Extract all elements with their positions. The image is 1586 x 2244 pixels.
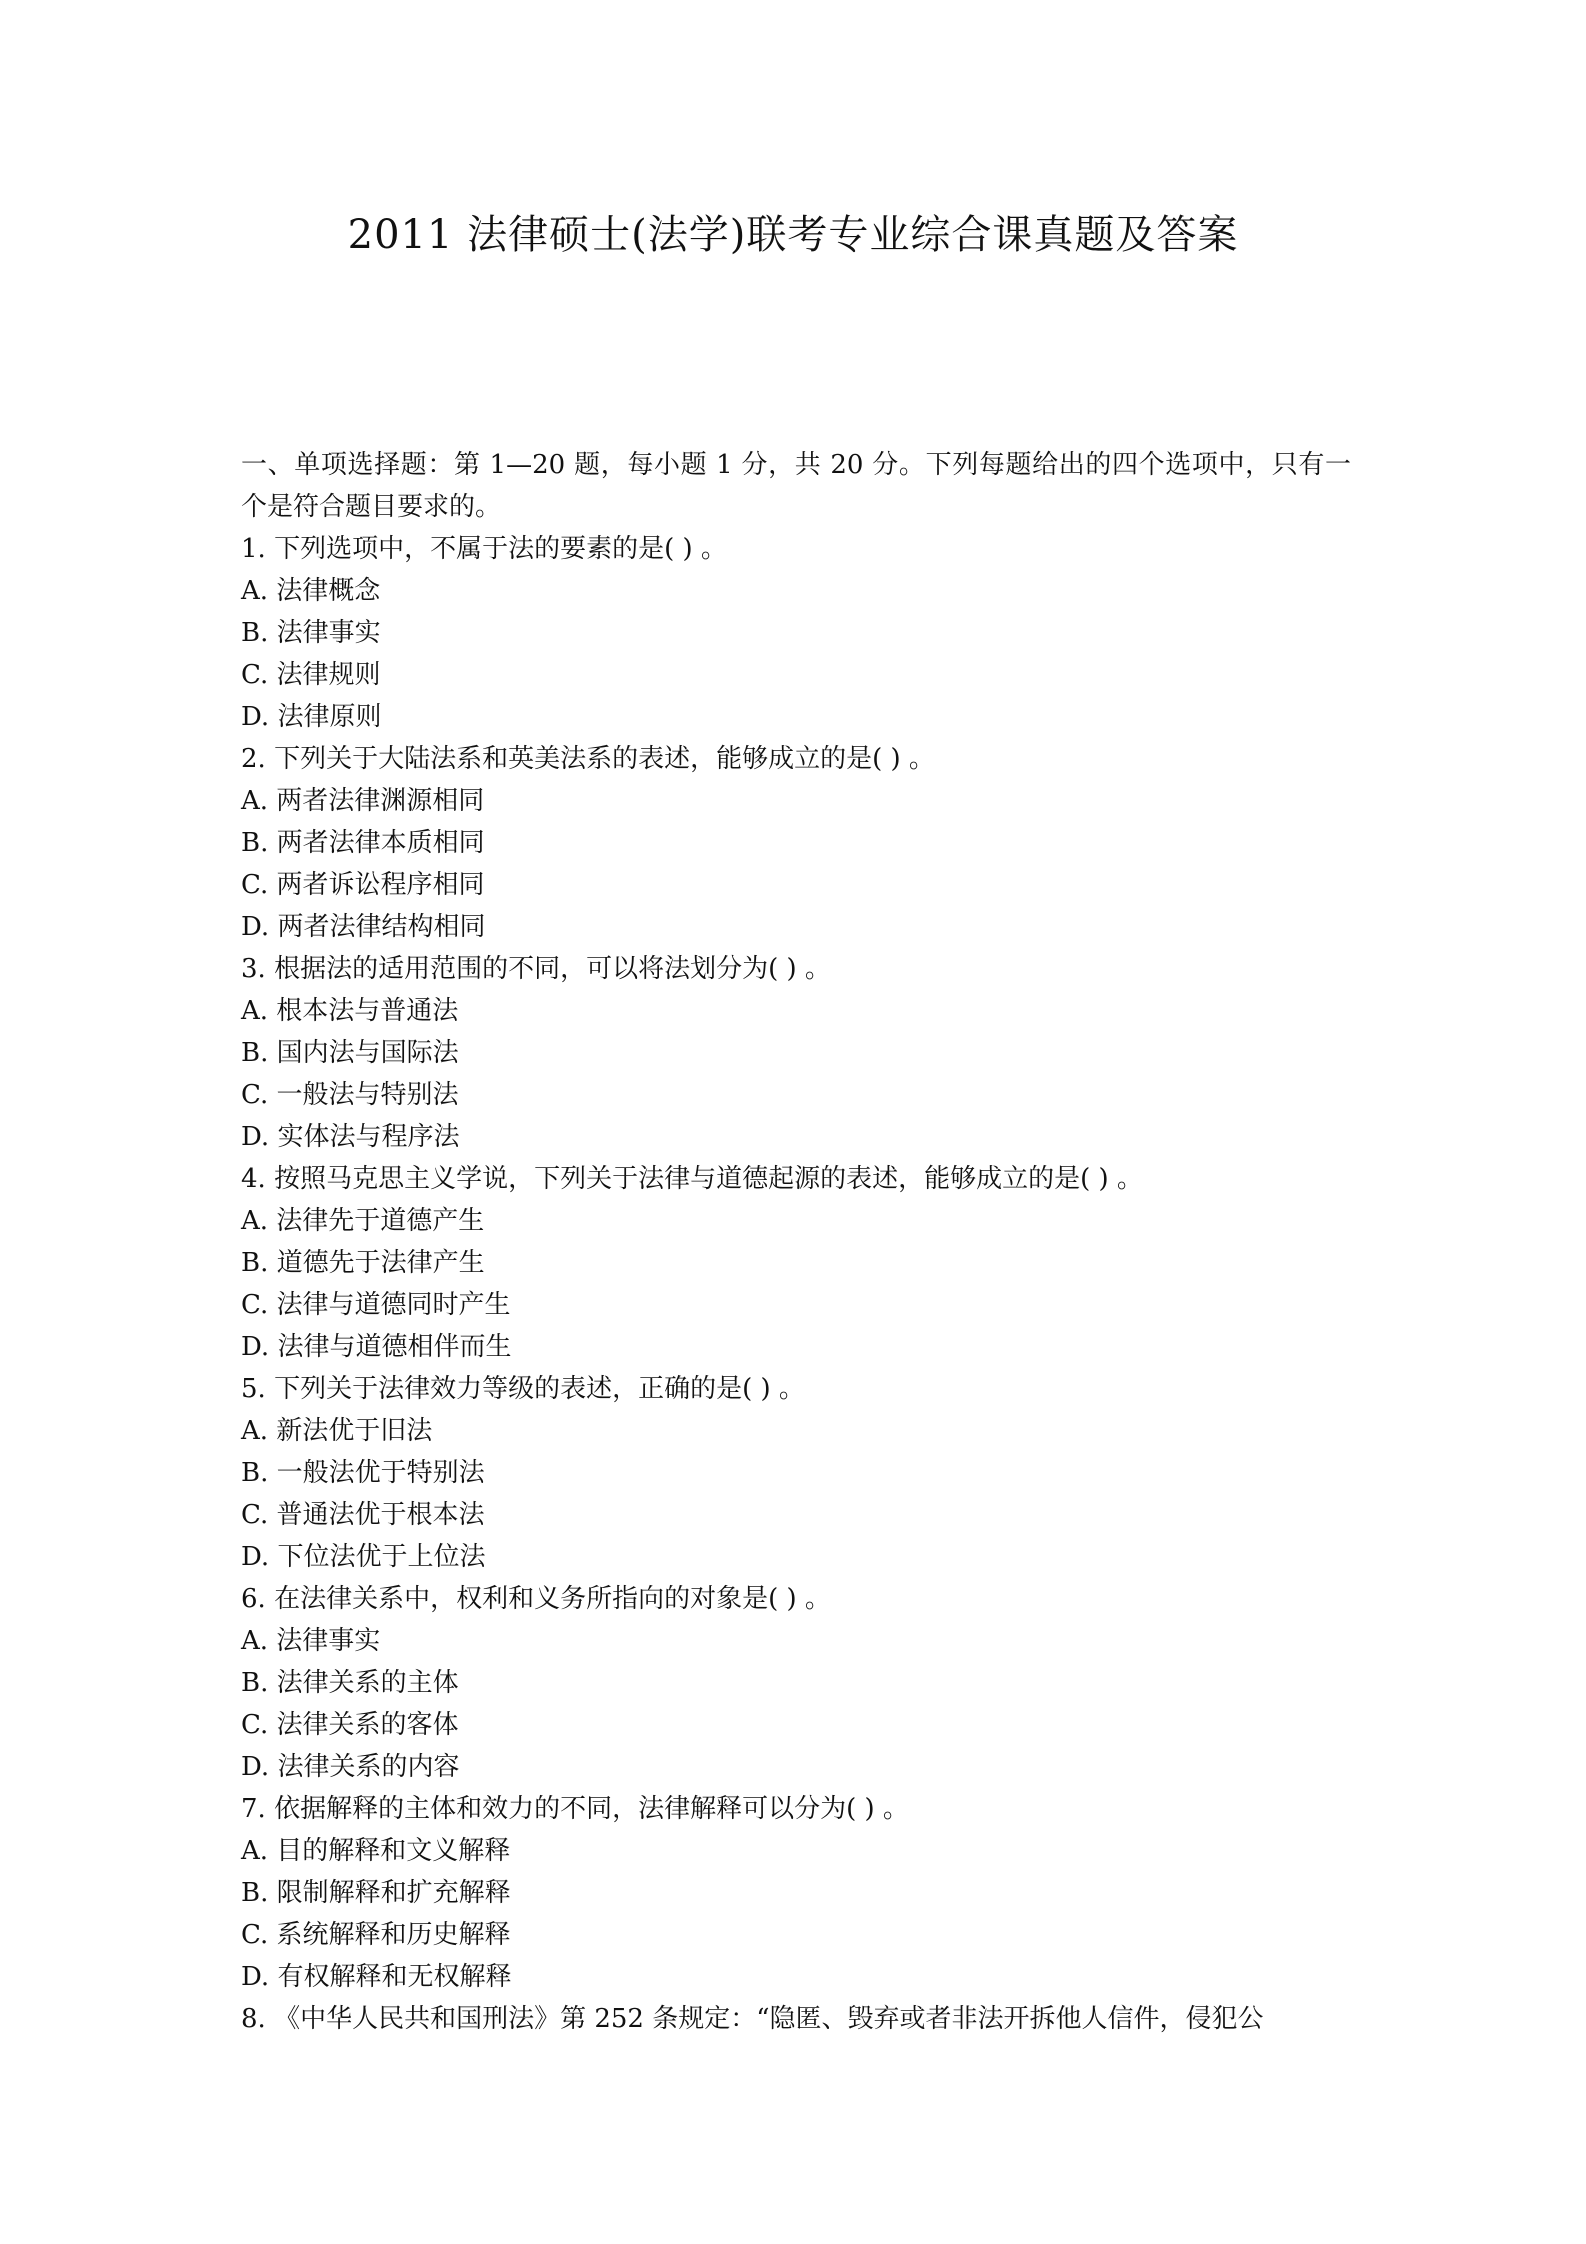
text-line: D. 有权解释和无权解释 — [241, 1962, 512, 1992]
text-line: B. 法律事实 — [241, 618, 381, 648]
text-line: B. 国内法与国际法 — [241, 1038, 459, 1068]
text-line: B. 道德先于法律产生 — [241, 1248, 485, 1278]
text-line: 4. 按照马克思主义学说，下列关于法律与道德起源的表述，能够成立的是( ) 。 — [241, 1164, 1143, 1194]
text-line: C. 两者诉讼程序相同 — [241, 870, 485, 900]
text-line: C. 法律与道德同时产生 — [241, 1290, 511, 1320]
text-line: C. 一般法与特别法 — [241, 1080, 459, 1110]
text-line: A. 根本法与普通法 — [241, 996, 459, 1026]
text-line: A. 法律先于道德产生 — [241, 1206, 485, 1236]
text-line: D. 法律原则 — [241, 702, 382, 732]
text-line: D. 法律关系的内容 — [241, 1752, 460, 1782]
text-line: A. 法律事实 — [241, 1626, 381, 1656]
text-line: A. 目的解释和文义解释 — [241, 1836, 511, 1866]
text-line: B. 法律关系的主体 — [241, 1668, 459, 1698]
document-body — [241, 444, 1351, 2040]
text-line: 7. 依据解释的主体和效力的不同，法律解释可以分为( ) 。 — [241, 1794, 909, 1824]
text-line: 6. 在法律关系中，权利和义务所指向的对象是( ) 。 — [241, 1584, 831, 1614]
text-line: 3. 根据法的适用范围的不同，可以将法划分为( ) 。 — [241, 954, 831, 984]
text-line: B. 限制解释和扩充解释 — [241, 1878, 511, 1908]
document-title: 2011 法律硕士(法学)联考专业综合课真题及答案 — [347, 212, 1239, 258]
text-line: D. 两者法律结构相同 — [241, 912, 486, 942]
text-line: C. 系统解释和历史解释 — [241, 1920, 511, 1950]
text-line: C. 普通法优于根本法 — [241, 1500, 485, 1530]
text-line: 1. 下列选项中，不属于法的要素的是( ) 。 — [241, 534, 727, 564]
text-line: D. 法律与道德相伴而生 — [241, 1332, 512, 1362]
text-line: A. 新法优于旧法 — [241, 1416, 433, 1446]
text-line: C. 法律关系的客体 — [241, 1710, 459, 1740]
text-line: D. 实体法与程序法 — [241, 1122, 460, 1152]
text-line: D. 下位法优于上位法 — [241, 1542, 486, 1572]
section-intro: 一、单项选择题：第 1—20 题，每小题 1 分，共 20 分。下列每题给出的四个选项中，只有一个是符合题目要求的。 — [241, 450, 1351, 522]
text-line: 2. 下列关于大陆法系和英美法系的表述，能够成立的是( ) 。 — [241, 744, 935, 774]
text-line: A. 法律概念 — [241, 576, 381, 606]
text-line: C. 法律规则 — [241, 660, 381, 690]
text-line: 8. 《中华人民共和国刑法》第 252 条规定：“隐匿、毁弃或者非法开拆他人信件，侵犯公 — [241, 2004, 1264, 2034]
text-line: 5. 下列关于法律效力等级的表述，正确的是( ) 。 — [241, 1374, 805, 1404]
text-line: B. 两者法律本质相同 — [241, 828, 485, 858]
text-line: A. 两者法律渊源相同 — [241, 786, 485, 816]
question-list — [241, 528, 1351, 2040]
text-line: B. 一般法优于特别法 — [241, 1458, 485, 1488]
